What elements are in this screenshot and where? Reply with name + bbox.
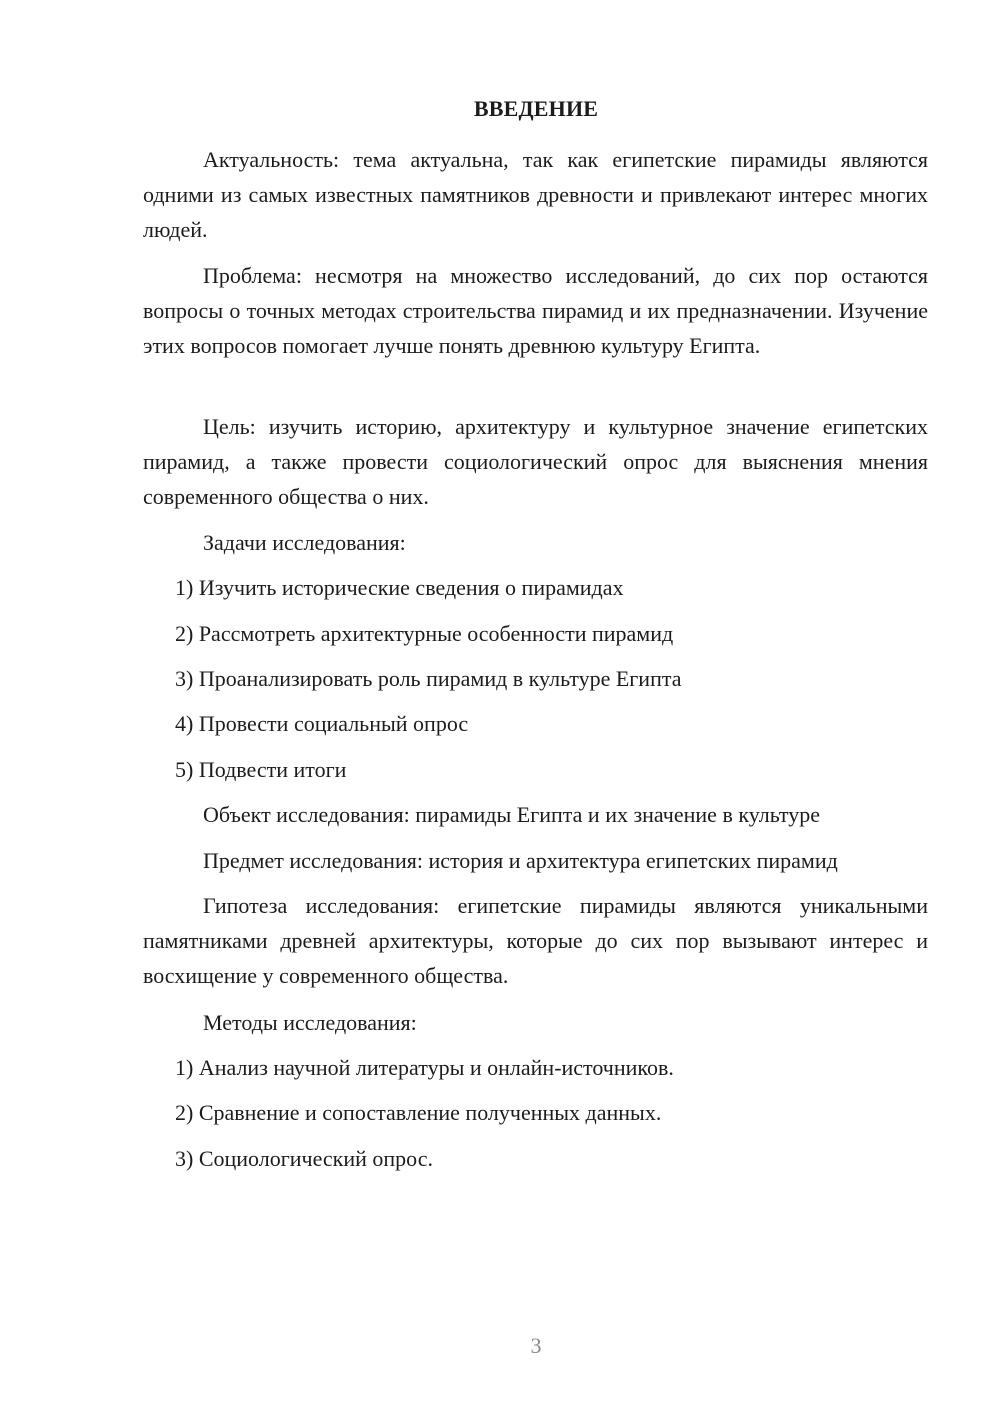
goal-block xyxy=(143,409,928,514)
list-item: 2) Сравнение и сопоставление полученных данных. xyxy=(175,1100,662,1125)
method-item-3-block xyxy=(143,1141,928,1176)
list-item: 1) Изучить исторические сведения о пирамидах xyxy=(175,575,624,600)
goal-paragraph: Цель: изучить историю, архитектуру и культурное значение египетских пирамид, а также провести социологический опрос для выяснения мнения современного общества о них. xyxy=(143,414,928,509)
subject-block xyxy=(143,843,928,878)
hypothesis-paragraph: Гипотеза исследования: египетские пирамиды являются уникальными памятниками древней архитектуры, которые до сих пор вызывают интерес и восхищение у современного общества. xyxy=(143,893,928,988)
task-item-4-block xyxy=(143,706,928,741)
task-item-3-block xyxy=(143,661,928,696)
method-item-2-block xyxy=(143,1095,928,1130)
list-item: 5) Подвести итоги xyxy=(175,757,347,782)
tasks-heading-block xyxy=(143,525,928,560)
task-item-1-block xyxy=(143,570,928,605)
problem-block xyxy=(143,258,928,363)
task-item-2-block xyxy=(143,616,928,651)
methods-heading: Методы исследования: xyxy=(203,1010,417,1035)
problem-paragraph: Проблема: несмотря на множество исследований, до сих пор остаются вопросы о точных методах строительства пирамид и их предназначении. Изучение этих вопросов помогает лучше понять древнюю культуру Египта. xyxy=(143,263,928,358)
page-title: ВВЕДЕНИЕ xyxy=(473,96,599,121)
methods-heading-block xyxy=(143,1005,928,1040)
task-item-5-block xyxy=(143,752,928,787)
list-item: 4) Провести социальный опрос xyxy=(175,711,469,736)
object-paragraph: Объект исследования: пирамиды Египта и их значение в культуре xyxy=(203,802,821,827)
list-item: 3) Проанализировать роль пирамид в культуре Египта xyxy=(175,666,682,691)
list-item: 1) Анализ научной литературы и онлайн-источников. xyxy=(175,1055,674,1080)
relevance-paragraph: Актуальность: тема актуальна, так как египетские пирамиды являются одними из самых известных памятников древности и привлекают интерес многих людей. xyxy=(143,147,928,242)
hypothesis-block xyxy=(143,888,928,993)
method-item-1-block xyxy=(143,1050,928,1085)
relevance-block xyxy=(143,142,928,247)
list-item: 3) Социологический опрос. xyxy=(175,1146,433,1171)
page-number: 3 xyxy=(530,1333,542,1358)
object-block xyxy=(143,797,928,832)
tasks-heading: Задачи исследования: xyxy=(203,530,406,555)
subject-paragraph: Предмет исследования: история и архитектура египетских пирамид xyxy=(203,848,838,873)
list-item: 2) Рассмотреть архитектурные особенности пирамид xyxy=(175,621,674,646)
